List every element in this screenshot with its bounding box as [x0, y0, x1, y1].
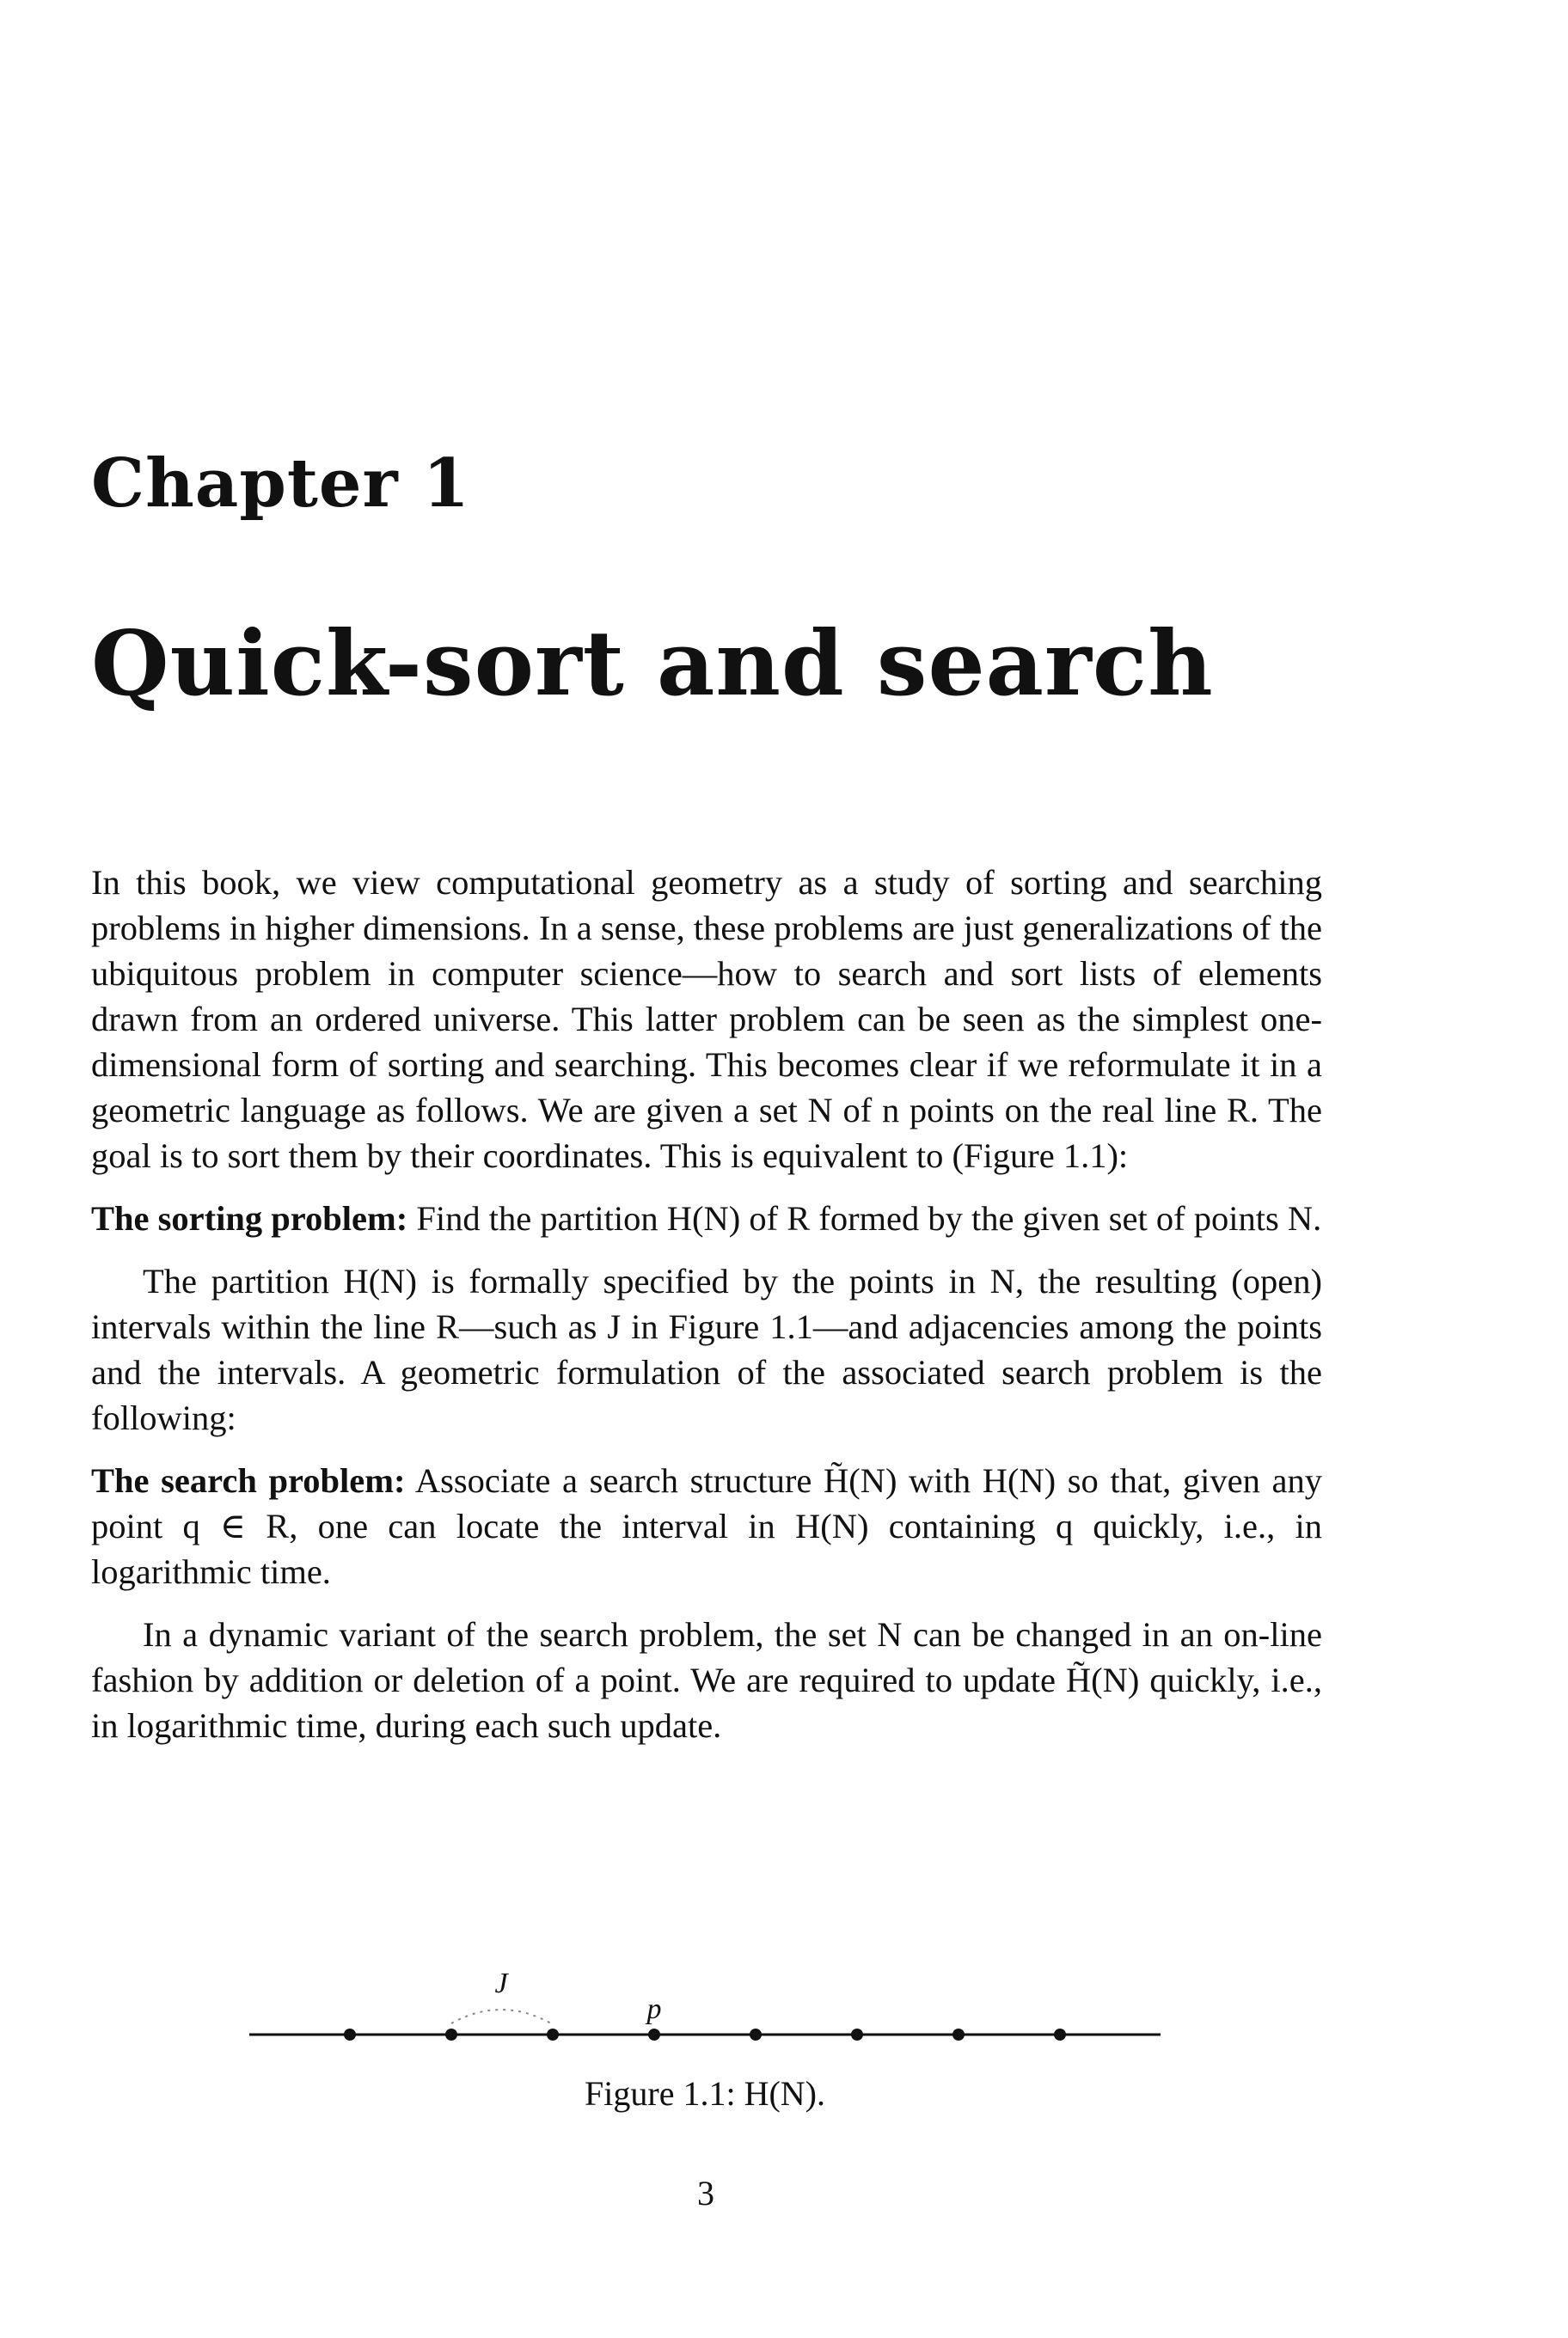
- figure-1-1: [241, 1944, 1169, 2125]
- chapter-title: Quick-sort and search: [91, 610, 1214, 716]
- search-problem-label: The search problem:: [91, 1461, 406, 1500]
- chapter-label: Chapter 1: [91, 444, 471, 523]
- point-3: [547, 2029, 559, 2041]
- sorting-problem-text: Find the partition H(N) of R formed by the given set of points N.: [416, 1199, 1322, 1238]
- intro-paragraph: In this book, we view computational geometry as a study of sorting and searching problems in higher dimensions. In a sense, these problems are just generalizations of the ubiquitous problem in computer science—how to search and sort lists of elements drawn from an ordered universe. This latter problem can be seen as the simplest one-dimensional form of sorting and searching. This becomes clear if we reformulate it in a geometric language as follows. We are given a set N of n points on the real line R. The goal is to sort them by their coordinates. This is equivalent to (Figure 1.1):: [91, 863, 1322, 1175]
- point-p-label: p: [646, 1993, 662, 2025]
- partition-paragraph: The partition H(N) is formally specified by the points in N, the resulting (open) intervals within the line R—such as J in Figure 1.1—and adjacencies among the points and the intervals. A geometric formulation of the associated search problem is the following:: [91, 1262, 1322, 1437]
- point-6: [851, 2029, 863, 2041]
- body-text: [91, 860, 1322, 1748]
- figure-caption: Figure 1.1: H(N).: [585, 2074, 825, 2113]
- figure-line-diagram: [241, 1944, 1169, 2065]
- sorting-problem-definition: [91, 1196, 1322, 1241]
- point-4: [648, 2029, 660, 2041]
- search-problem-text: Associate a search structure H̃(N) with H(N) so that, given any point q ∈ R, one can locate the interval in H(N) containing q quickly, i.e., in logarithmic time.: [91, 1461, 1322, 1591]
- point-8: [1054, 2029, 1066, 2041]
- interval-j-label: J: [494, 1968, 508, 1999]
- point-7: [952, 2029, 965, 2041]
- page-number: 3: [697, 2174, 714, 2213]
- sorting-problem-label: The sorting problem:: [91, 1199, 408, 1238]
- point-5: [750, 2029, 762, 2041]
- point-2: [445, 2029, 457, 2041]
- point-1: [344, 2029, 356, 2041]
- dynamic-paragraph: In a dynamic variant of the search problem, the set N can be changed in an on-line fashion by addition or deletion of a point. We are required to update H̃(N) quickly, i.e., in logarithmic time, during each such update.: [91, 1615, 1322, 1745]
- search-problem-definition: [91, 1458, 1322, 1594]
- interval-j-arc: [451, 2010, 551, 2023]
